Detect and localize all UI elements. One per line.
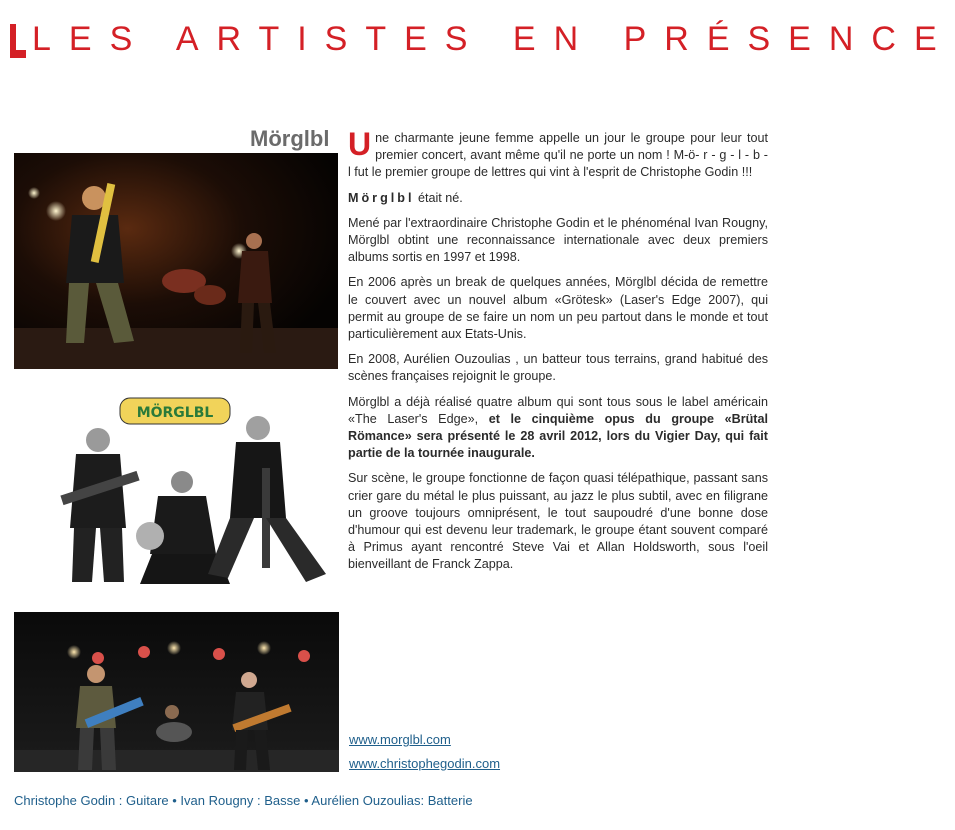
article-paragraph-7: Sur scène, le groupe fonctionne de façon quasi télépathique, passant sans crier gare du métal le plus puissant, au jazz le plus subtil, avec en filigrane un groove toujours omniprésent, le tout saupoudré d'une bonne dose d'humour qui est devenu leur trademark, le groupe étant souvent comparé à Primus ayant rencontré Steve Vai et Allan Holdsworth, sous l'oeil bienveillant de Franck Zappa. — [348, 471, 768, 572]
lineup-footer: Christophe Godin : Guitare • Ivan Rougny : Basse • Aurélien Ouzoulias: Batterie — [14, 793, 473, 808]
concert-photo-live — [14, 612, 339, 772]
band-portrait-photo — [40, 388, 338, 598]
link-morglbl[interactable]: www.morglbl.com — [349, 732, 451, 747]
article-paragraph-6: Mörglbl a déjà réalisé quatre album qui sont tous sous le label américain «The Laser's Edge», et le cinquième opus du groupe «Brütal Römance» sera présenté le 28 avril 2012, lors du Vigier Day, qui fait partie de la tournée inaugurale. — [348, 394, 769, 461]
header-red-block — [10, 24, 26, 58]
concert-photo-stage — [14, 153, 338, 369]
article-paragraph-5: En 2008, Aurélien Ouzoulias , un batteur tous terrains, grand habitué des scènes françaises rejoignit le groupe. — [348, 352, 768, 384]
article-paragraph-1: Une charmante jeune femme appelle un jour le groupe pour leur tout premier concert, avant même qu'il ne porte un nom ! M-ö- r - g - l - b - l fut le premier groupe de lettres qui vint à l'esprit de Christophe Godin !!! — [348, 126, 768, 180]
link-christophegodin[interactable]: www.christophegodin.com — [349, 756, 501, 771]
band-name-heading: Mörglbl — [250, 126, 330, 151]
page-header — [10, 14, 955, 58]
article-body — [348, 126, 769, 582]
website-links — [349, 728, 500, 776]
drop-cap: U — [348, 126, 372, 162]
article-paragraph-4: En 2006 après un break de quelques années, Mörglbl décida de remettre le couvert avec un nouvel album «Grötesk» (Laser's Edge 2007), qui permit au groupe de se faire un nom un peu partout dans le monde et tout particulièrement aux Etats-Unis. — [348, 275, 768, 342]
band-logo-text: MÖRGLBL — [136, 405, 214, 421]
page-title: LES ARTISTES EN PRÉSENCE — [32, 20, 955, 58]
article-paragraph-2: Mörglbl était né. — [348, 190, 463, 205]
article-paragraph-3: Mené par l'extraordinaire Christophe Godin et le phénoménal Ivan Rougny, Mörglbl obtint une reconnaissance internationale avec deux premiers albums sortis en 1997 et 1998. — [348, 215, 768, 265]
